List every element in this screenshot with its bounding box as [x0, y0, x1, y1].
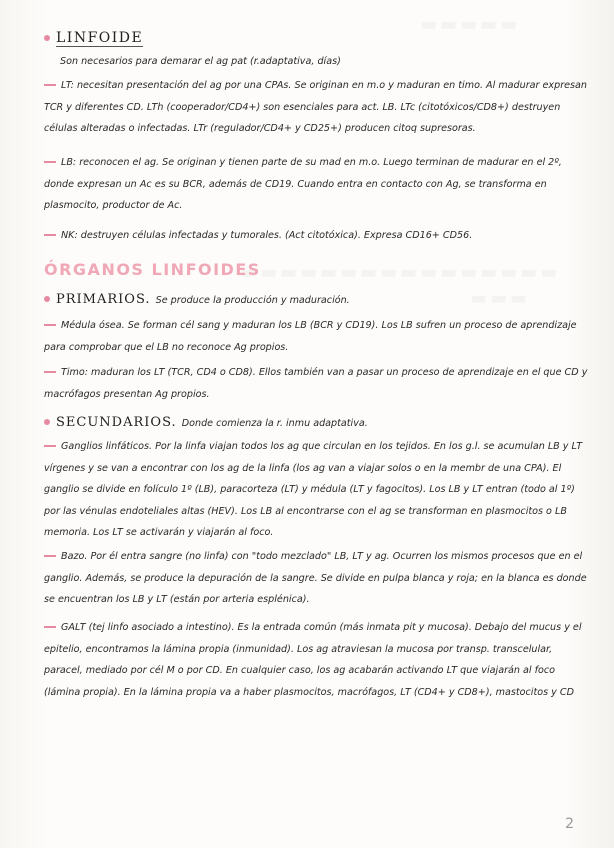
dash-icon: [44, 371, 56, 373]
dash-icon: [44, 84, 56, 86]
dash-icon: [44, 234, 56, 236]
dash-icon: [44, 555, 56, 557]
paragraph-lb: LB: reconocen el ag. Se originan y tienen parte de su mad en m.o. Luego terminan de madurar en el 2º, donde expresan un Ac es su BCR, además de CD19. Cuando entra en contacto con Ag, se transforma en plasmocito, productor de Ac.: [44, 157, 562, 211]
bullet-icon: [44, 419, 50, 425]
dash-icon: [44, 445, 56, 447]
paragraph-lt: LT: necesitan presentación del ag por una CPAs. Se originan en m.o y maduran en timo. Al madurar expresan TCR y diferentes CD. LTh (cooperador/CD4+) son esenciales para act. LB. LTc (citotóxicos/CD8+) destruyen células alteradas o infectadas. LTr (regulador/CD4+ y CD25+) producen citoq supresoras.: [44, 80, 588, 134]
dash-icon: [44, 324, 56, 326]
paragraph-bazo: Bazo. Por él entra sangre (no linfa) con "todo mezclado" LB, LT y ag. Ocurren los mismos procesos que en el ganglio. Además, se produce la depuración de la sangre. Se divide en pulpa blanca y roja; en la blanca es donde se encuentran los LB y LT (están por arteria esplénica).: [44, 551, 587, 605]
paragraph-timo: Timo: maduran los LT (TCR, CD4 o CD8). Ellos también van a pasar un proceso de aprendizaje en el que CD y macrófagos presentan Ag propios.: [44, 367, 588, 400]
bullet-icon: [44, 35, 50, 41]
subheading-primarios: PRIMARIOS. Se produce la producción y maduración.: [44, 288, 592, 312]
page-number: 2: [565, 816, 574, 832]
subheading-secundarios: SECUNDARIOS. Donde comienza la r. inmu adaptativa.: [44, 411, 592, 435]
bullet-icon: [44, 296, 50, 302]
section-heading-organos: ÓRGANOS LINFOIDES: [44, 260, 261, 279]
paragraph-nk: NK: destruyen células infectadas y tumorales. (Act citotóxica). Expresa CD16+ CD56.: [44, 225, 592, 247]
paragraph-ganglios: Ganglios linfáticos. Por la linfa viajan todos los ag que circulan en los tejidos. En los g.l. se acumulan LB y LT vírgenes y se van a encontrar con los ag de la linfa (los ag van a viajar solos o en la membr de una CPA). El ganglio se divide en folículo 1º (LB), paracorteza (LT) y médula (LT y fagocitos). Los LB y LT entran (todo al 1º) por las vénulas endoteliales altas (HEV). Los LB al encontrarse con el ag se transforman en plasmocitos o LB memoria. Los LT se activarán y viajarán al foco.: [44, 441, 583, 538]
paragraph-galt: GALT (tej linfo asociado a intestino). Es la entrada común (más inmata pit y mucosa). Debajo del mucus y el epitelio, encontramos la lámina propia (inmunidad). Los ag atraviesan la mucosa por transp. transcelular, paracel, mediado por cél M o por CD. En cualquier caso, los ag acabarán activando LT que viajarán al foco (lámina propia). En la lámina propia va a haber plasmocitos, macrófagos, LT (CD4+ y CD8+), mastocitos y CD: [44, 622, 582, 698]
paragraph-intro: Son necesarios para demarar el ag pat (r.adaptativa, días): [60, 56, 341, 67]
section-heading-linfoide: LINFOIDE: [44, 30, 592, 46]
dash-icon: [44, 626, 56, 628]
dash-icon: [44, 161, 56, 163]
paragraph-medula: Médula ósea. Se forman cél sang y maduran los LB (BCR y CD19). Los LB sufren un proceso de aprendizaje para comprobar que el LB no reconoce Ag propios.: [44, 320, 577, 353]
